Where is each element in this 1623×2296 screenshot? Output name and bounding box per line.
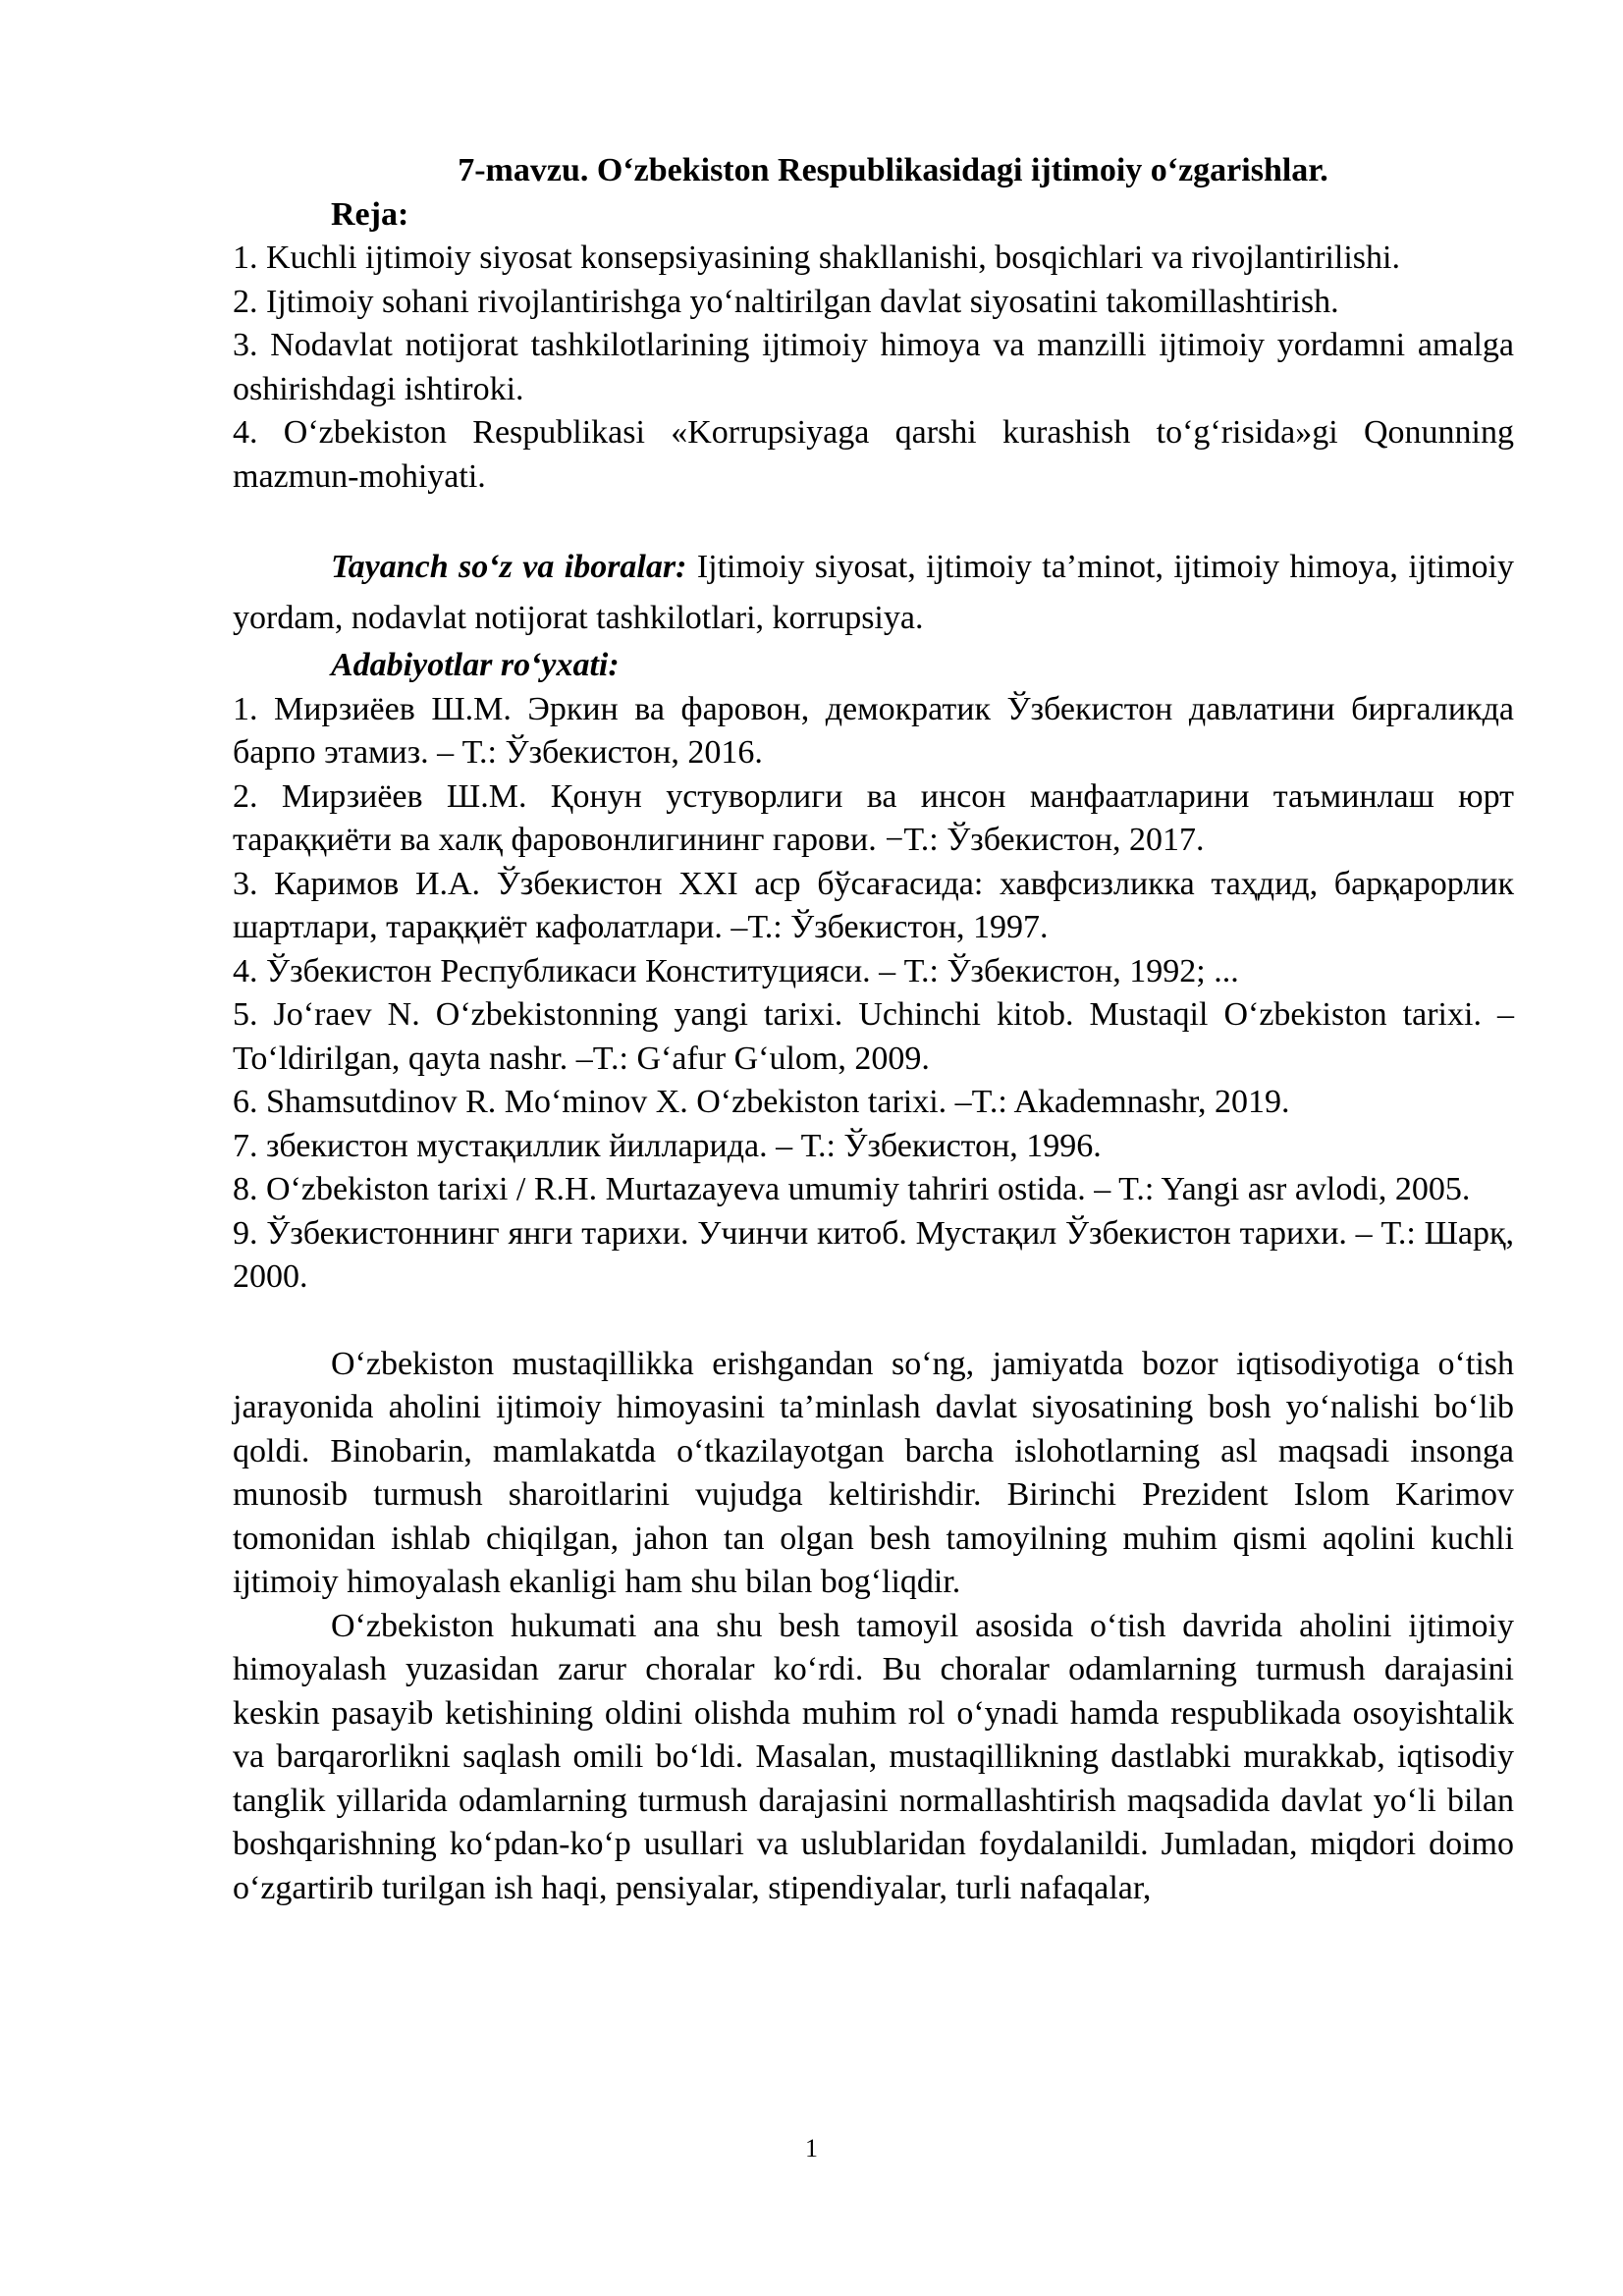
literature-item: 4. Ўзбекистон Республикаси Конституцияси. – Т.: Ўзбекистон, 1992; ... (233, 952, 1239, 989)
literature-item: 3. Каримов И.А. Ўзбекистон XXI аср бўсағасида: хавфсизликка таҳдид, барқарорлик шартлари, тараққиёт кафолатлари. –Т.: Ўзбекистон, 1997. (233, 865, 1514, 945)
spacer (233, 1300, 1514, 1343)
keywords-paragraph (233, 542, 1514, 644)
topic-title: 7-mavzu. O‘zbekiston Respublikasidagi ijtimoiy o‘zgarishlar. (458, 152, 1328, 188)
literature-item: 8. O‘zbekiston tarixi / R.H. Murtazayeva umumiy tahriri ostida. – T.: Yangi asr avlodi, 2005. (233, 1171, 1471, 1207)
plan-item: 4. O‘zbekiston Respublikasi «Korrupsiyaga qarshi kurashish to‘g‘risida»gi Qonunning mazmun-mohiyati. (233, 414, 1514, 495)
literature-item: 6. Shamsutdinov R. Mo‘minov X. O‘zbekiston tarixi. –T.: Akademnashr, 2019. (233, 1084, 1290, 1120)
keywords-text: Ijtimoiy siyosat, ijtimoiy ta’minot, ijtimoiy himoya, ijtimoiy yordam, nodavlat notijorat tashkilotlari, korrupsiya. (233, 549, 1515, 636)
plan-item: 1. Kuchli ijtimoiy siyosat konsepsiyasining shakllanishi, bosqichlari va rivojlantirilishi. (233, 240, 1400, 276)
page-number: 1 (805, 2134, 818, 2163)
plan-heading: Reja: (331, 195, 409, 233)
literature-item: 9. Ўзбекистоннинг янги тарихи. Учинчи китоб. Мустақил Ўзбекистон тарихи. – Т.: Шарқ, 2000. (233, 1214, 1514, 1295)
literature-item: 2. Мирзиёев Ш.М. Қонун устуворлиги ва инсон манфаатларини таъминлаш юрт тараққиёти ва халқ фаровонлигининг гарови. −Т.: Ўзбекистон, 2017. (233, 777, 1514, 858)
literature-heading: Adabiyotlar ro‘yxati: (331, 647, 620, 683)
plan-item: 3. Nodavlat notijorat tashkilotlarining ijtimoiy himoya va manzilli ijtimoiy yordamni amalga oshirishdagi ishtiroki. (233, 327, 1514, 407)
keywords-label: Tayanch so‘z va iboralar: (331, 549, 687, 585)
plan-item: 2. Ijtimoiy sohani rivojlantirishga yo‘naltirilgan davlat siyosatini takomillashtirish. (233, 283, 1339, 320)
body-paragraph: O‘zbekiston hukumati ana shu besh tamoyil asosida o‘tish davrida aholini ijtimoiy himoyalash yuzasidan zarur choralar ko‘rdi. Bu choralar odamlarning turmush darajasini keskin pasayib ketishining oldini olishda muhim rol o‘ynadi hamda respublikada osoyishtalik va barqarorlikni saqlash omili bo‘ldi. Masalan, mustaqillikning dastlabki murakkab, iqtisodiy tanglik yillarida odamlarning turmush darajasini normallashtirish maqsadida davlat yo‘li bilan boshqarishning ko‘pdan-ko‘p usullari va uslublaridan foydalanildi. Jumladan, miqdori doimo o‘zgartirib turilgan ish haqi, pensiyalar, stipendiyalar, turli nafaqalar, (233, 1607, 1514, 1906)
body-paragraph: O‘zbekiston mustaqillikka erishgandan so‘ng, jamiyatda bozor iqtisodiyotiga o‘tish jarayonida aholini ijtimoiy himoyasini ta’minlash davlat siyosatining bosh yo‘nalishi bo‘lib qoldi. Binobarin, mamlakatda o‘tkazilayotgan barcha islohotlarning asl maqsadi insonga munosib turmush sharoitlarini vujudga keltirishdir. Birinchi Prezident Islom Karimov tomonidan ishlab chiqilgan, jahon tan olgan besh tamoyilning muhim qismi aqolini kuchli ijtimoiy himoyalash ekanligi ham shu bilan bog‘liqdir. (233, 1345, 1514, 1600)
literature-item: 5. Jo‘raev N. O‘zbekistonning yangi tarixi. Uchinchi kitob. Mustaqil O‘zbekiston tarixi. – To‘ldirilgan, qayta nashr. –T.: G‘afur G‘ulom, 2009. (233, 996, 1514, 1077)
literature-item: 7. збекистон мустақиллик йилларида. – Т.: Ўзбекистон, 1996. (233, 1127, 1102, 1164)
spacer (233, 499, 1514, 542)
document-page (233, 149, 1514, 1910)
literature-list (233, 688, 1514, 1300)
plan-list (233, 237, 1514, 499)
literature-item: 1. Мирзиёев Ш.М. Эркин ва фаровон, демократик Ўзбекистон давлатини биргаликда барпо этамиз. – Т.: Ўзбекистон, 2016. (233, 690, 1514, 771)
